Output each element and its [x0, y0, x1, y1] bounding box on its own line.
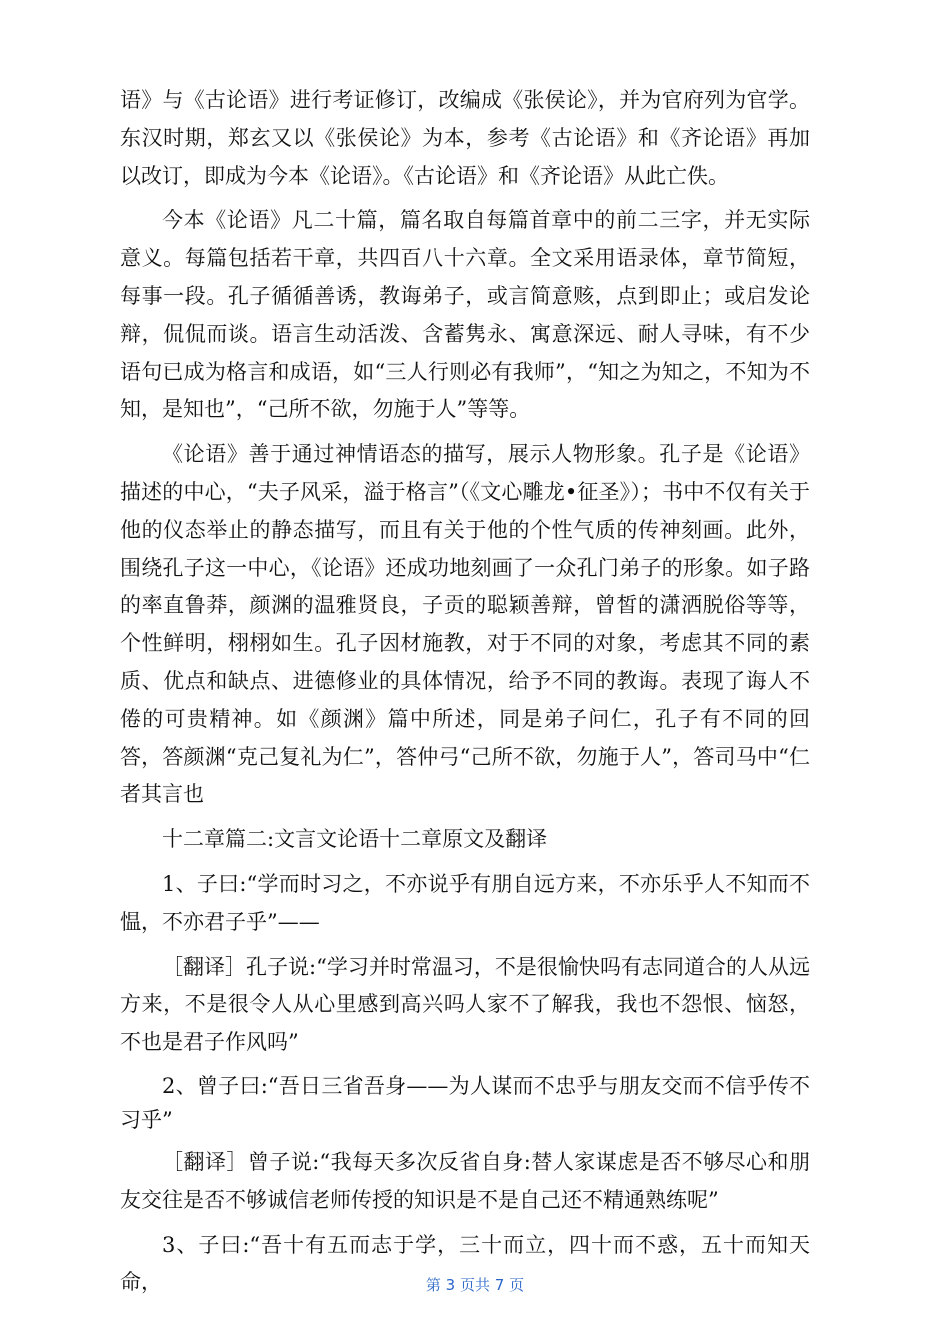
chapter-2-original: 2、曾子曰:“吾日三省吾身——为人谋而不忠乎与朋友交而不信乎传不习乎”	[120, 1073, 810, 1132]
paragraph-structure: 今本《论语》凡二十篇，篇名取自每篇首章中的前二三字，并无实际意义。每篇包括若干章，共四百八十六章。全文采用语录体，章节简短，每事一段。孔子循循善诱，教诲弟子，或言简意赅，点到即止；或启发论辩，侃侃而谈。语言生动活泼、含蓄隽永、寓意深远、耐人寻味，有不少语句已成为格言和成语，如“三人行则必有我师”，“知之为知之，不知为不知，是知也”，“己所不欲，勿施于人”等等。	[120, 208, 810, 422]
paragraph-characters: 《论语》善于通过神情语态的描写，展示人物形象。孔子是《论语》描述的中心，“夫子风采，溢于格言”（《文心雕龙•征圣》）；书中不仅有关于他的仪态举止的静态描写，而且有关于他的个性气质的传神刻画。此外，围绕孔子这一中心，《论语》还成功地刻画了一众孔门弟子的形象。如子路的率直鲁莽，颜渊的温雅贤良，子贡的聪颖善辩，曾皙的潇洒脱俗等等，个性鲜明，栩栩如生。孔子因材施教，对于不同的对象，考虑其不同的素质、优点和缺点、进德修业的具体情况，给予不同的教诲。表现了诲人不倦的可贵精神。如《颜渊》篇中所述，同是弟子问仁，孔子有不同的回答，答颜渊“克己复礼为仁”，答仲弓“己所不欲，勿施于人”，答司马中“仁者其言也	[120, 442, 810, 807]
document-body	[120, 82, 810, 1302]
chapter-1-translation: ［翻译］孔子说:“学习并时常温习，不是很愉快吗有志同道合的人从远方来，不是很令人从心里感到高兴吗人家不了解我，我也不怨恨、恼怒，不也是君子作风吗”	[120, 954, 810, 1055]
page-number-footer: 第 3 页共 7 页	[425, 1276, 525, 1294]
paragraph-history-continued: 语》与《古论语》进行考证修订，改编成《张侯论》，并为官府列为官学。东汉时期，郑玄又以《张侯论》为本，参考《古论语》和《齐论语》再加以改订，即成为今本《论语》。《古论语》和《齐论语》从此亡佚。	[120, 88, 810, 188]
chapter-1-original: 1、子曰:“学而时习之，不亦说乎有朋自远方来，不亦乐乎人不知而不愠，不亦君子乎”——	[120, 871, 810, 934]
section-heading: 十二章篇二:文言文论语十二章原文及翻译	[162, 827, 548, 852]
chapter-2-translation: ［翻译］曾子说:“我每天多次反省自身:替人家谋虑是否不够尽心和朋友交往是否不够诚信老师传授的知识是不是自己还不精通熟练呢”	[120, 1149, 810, 1212]
chapter-3-original: 3、子曰:“吾十有五而志于学，三十而立，四十而不惑，五十而知天命，	[120, 1232, 810, 1295]
